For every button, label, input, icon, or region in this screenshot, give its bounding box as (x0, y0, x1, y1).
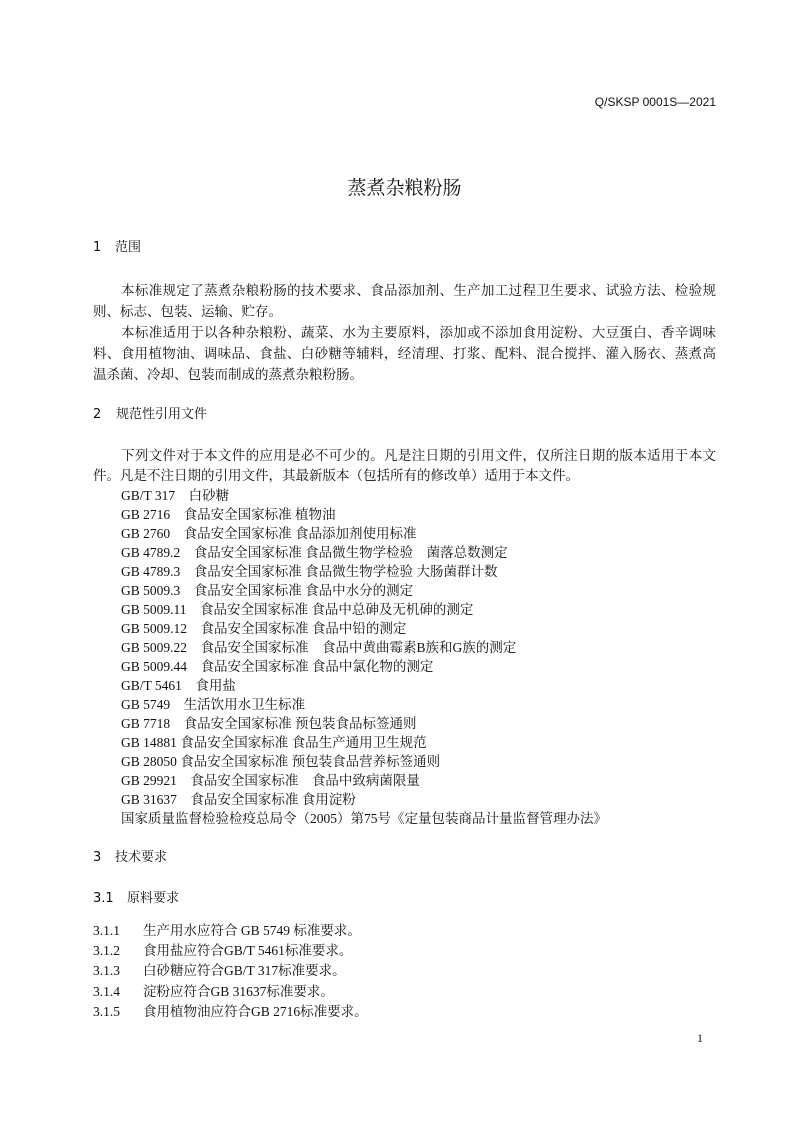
section-heading-normative-references (93, 406, 716, 424)
reference-item: GB/T 5461 食用盐 (121, 678, 236, 693)
subsection-number: 3.1 (93, 891, 114, 906)
paragraph-line: 料、食用植物油、调味品、食盐、白砂糖等辅料，经清理、打浆、配料、混合搅拌、灌入肠衣、蒸煮高 (93, 346, 716, 361)
references-intro (93, 446, 716, 486)
reference-item: GB 5009.3 食品安全国家标准 食品中水分的测定 (121, 583, 414, 598)
reference-item: GB 29921 食品安全国家标准 食品中致病菌限量 (121, 773, 420, 788)
section-heading-technical-requirements (93, 849, 716, 867)
reference-item: GB 2716 食品安全国家标准 植物油 (121, 507, 336, 522)
section-title: 技术要求 (115, 850, 168, 865)
references-list (121, 486, 716, 828)
reference-item: GB 28050 食品安全国家标准 预包装食品营养标签通则 (121, 754, 441, 769)
section-title: 规范性引用文件 (116, 407, 208, 422)
requirement-item (93, 921, 716, 941)
document-title: 蒸煮杂粮粉肠 (347, 177, 462, 199)
reference-item: GB 2760 食品安全国家标准 食品添加剂使用标准 (121, 526, 417, 541)
reference-item: GB 5009.11 食品安全国家标准 食品中总砷及无机砷的测定 (121, 602, 474, 617)
reference-item: GB 5009.12 食品安全国家标准 食品中铅的测定 (121, 621, 407, 636)
reference-item: GB 5009.44 食品安全国家标准 食品中氯化物的测定 (121, 659, 434, 674)
reference-item: GB 31637 食品安全国家标准 食用淀粉 (121, 792, 356, 807)
requirement-item (93, 941, 716, 961)
requirement-number: 3.1.1 (93, 923, 120, 938)
page-number: 1 (697, 1031, 703, 1045)
section-title: 范围 (115, 240, 142, 255)
requirement-text: 生产用水应符合 GB 5749 标准要求。 (143, 923, 361, 938)
reference-item: GB/T 317 白砂糖 (121, 488, 230, 503)
requirement-number: 3.1.2 (93, 943, 120, 959)
section-number: 3 (93, 850, 102, 865)
subsection-heading-raw-materials (93, 890, 716, 908)
paragraph-line: 件。凡是不注日期的引用文件，其最新版本（包括所有的修改单）适用于本文件。 (93, 468, 579, 483)
reference-item: GB 14881 食品安全国家标准 食品生产通用卫生规范 (121, 735, 427, 750)
requirement-text: 食用盐应符合GB/T 5461标准要求。 (143, 943, 353, 959)
requirement-number: 3.1.5 (93, 1003, 120, 1019)
subsection-title: 原料要求 (127, 891, 180, 906)
section-number: 2 (93, 407, 102, 422)
requirement-text: 食用植物油应符合GB 2716标准要求。 (143, 1003, 368, 1019)
requirement-item (93, 961, 716, 981)
requirement-item (93, 1002, 716, 1022)
reference-item: GB 7718 食品安全国家标准 预包装食品标签通则 (121, 716, 417, 731)
paragraph-line: 下列文件对于本文件的应用是必不可少的。凡是注日期的引用文件，仅所注日期的版本适用于本文 (121, 448, 716, 463)
raw-material-requirements (93, 921, 716, 1022)
reference-item: GB 5749 生活饮用水卫生标准 (121, 697, 306, 712)
requirement-text: 淀粉应符合GB 31637标准要求。 (143, 983, 334, 999)
paragraph-line: 本标准适用于以各种杂粮粉、蔬菜、水为主要原料，添加或不添加食用淀粉、大豆蛋白、香辛调味 (121, 325, 716, 340)
reference-item: GB 4789.2 食品安全国家标准 食品微生物学检验 菌落总数测定 (121, 545, 508, 560)
paragraph-line: 本标准规定了蒸煮杂粮粉肠的技术要求、食品添加剂、生产加工过程卫生要求、试验方法、检验规 (121, 283, 716, 298)
document-code: Q/SKSP 0001S—2021 (594, 95, 716, 109)
requirement-text: 白砂糖应符合GB/T 317标准要求。 (143, 963, 346, 979)
requirement-number: 3.1.4 (93, 983, 120, 999)
reference-item: 国家质量监督检验检疫总局令（2005）第75号《定量包装商品计量监督管理办法》 (121, 811, 607, 826)
section-number: 1 (93, 240, 102, 255)
reference-item: GB 5009.22 食品安全国家标准 食品中黄曲霉素B族和G族的测定 (121, 640, 517, 655)
requirement-item (93, 982, 716, 1002)
section-heading-scope (93, 239, 716, 257)
requirement-number: 3.1.3 (93, 963, 120, 979)
scope-paragraphs (93, 280, 716, 385)
paragraph-line: 则、标志、包装、运输、贮存。 (93, 304, 282, 319)
paragraph-line: 温杀菌、冷却、包装而制成的蒸煮杂粮粉肠。 (93, 367, 363, 382)
reference-item: GB 4789.3 食品安全国家标准 食品微生物学检验 大肠菌群计数 (121, 564, 498, 579)
